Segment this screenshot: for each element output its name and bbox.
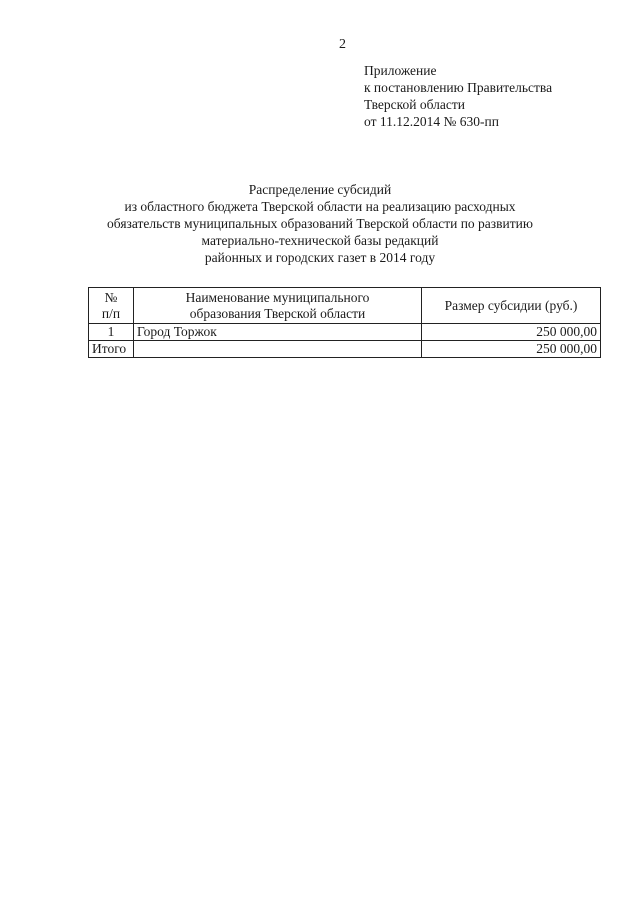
- table-total-row: [89, 341, 601, 358]
- row-municipality: Город Торжок: [134, 324, 422, 341]
- row-number: 1: [89, 324, 134, 341]
- appendix-line-1: Приложение: [364, 63, 437, 78]
- title-line-1: Распределение субсидий: [248, 182, 392, 197]
- total-label: Итого: [89, 341, 134, 358]
- total-gap: [134, 341, 422, 358]
- appendix-line-2: к постановлению Правительства: [364, 80, 553, 95]
- table-row: [89, 324, 601, 341]
- table-header-row: [89, 288, 601, 324]
- title-line-4: материально-технической базы редакций: [201, 233, 439, 248]
- title-line-5: районных и городских газет в 2014 году: [204, 250, 436, 265]
- header-municipality-line-1: Наименование муниципального: [185, 289, 370, 305]
- header-number-line-1: №: [104, 289, 118, 305]
- appendix-line-4: от 11.12.2014 № 630-пп: [364, 114, 499, 129]
- document-title: [60, 181, 580, 266]
- header-amount: Размер субсидии (руб.): [422, 288, 601, 324]
- header-number: [89, 288, 134, 324]
- header-municipality-line-2: образования Тверской области: [189, 305, 366, 321]
- title-line-3: обязательств муниципальных образований Тверской области по развитию: [107, 216, 533, 231]
- header-number-line-2: п/п: [101, 305, 121, 321]
- header-municipality: [134, 288, 422, 324]
- appendix-line-3: Тверской области: [364, 97, 465, 112]
- total-amount: 250 000,00: [422, 341, 601, 358]
- appendix-reference: [364, 62, 552, 130]
- page-number: 2: [339, 37, 346, 52]
- title-line-2: из областного бюджета Тверской области на реализацию расходных: [124, 199, 516, 214]
- subsidy-table: [88, 287, 601, 358]
- row-amount: 250 000,00: [422, 324, 601, 341]
